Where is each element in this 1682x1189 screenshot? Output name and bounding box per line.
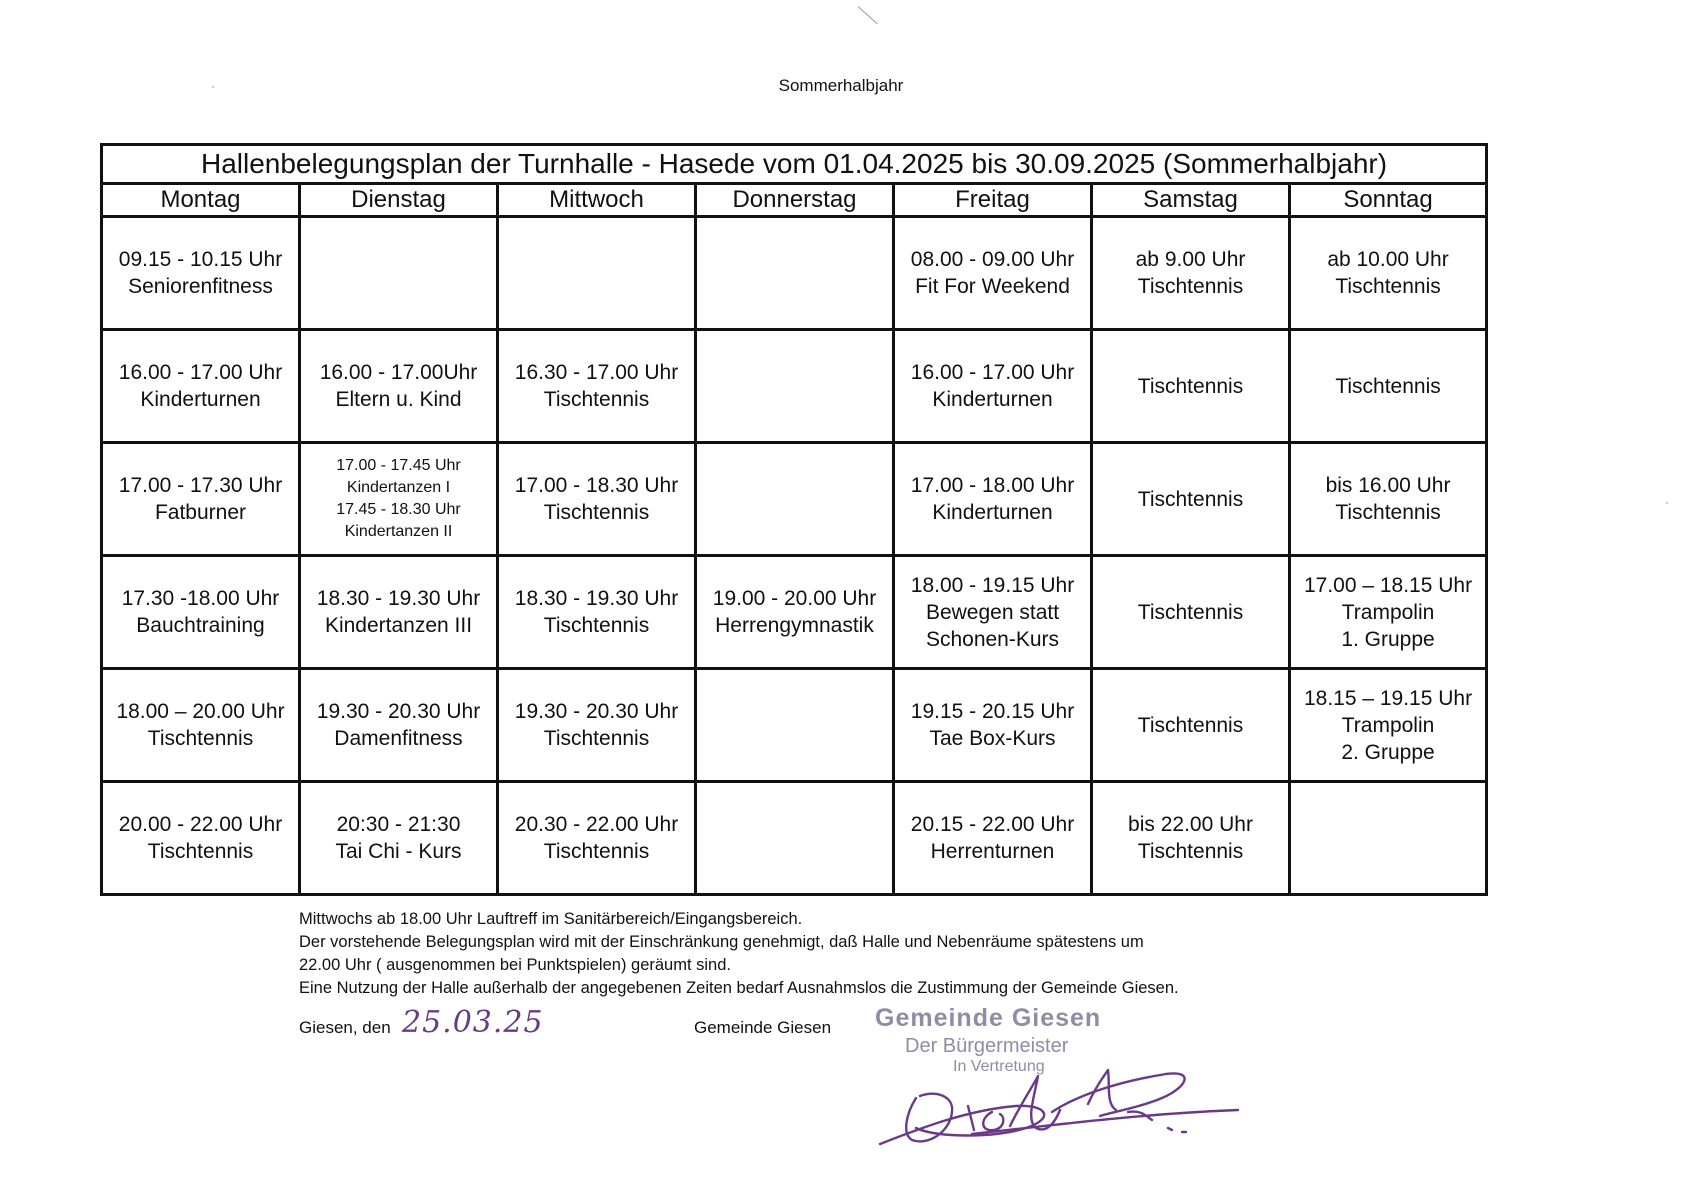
schedule-row [102,330,1487,443]
slot-time: 1. Gruppe [1341,627,1435,651]
slot-time: 08.00 - 09.00 Uhr [910,248,1075,271]
schedule-row [102,669,1487,782]
slot-time: 20.30 - 22.00 Uhr [514,813,679,836]
signature [876,1040,1256,1150]
schedule-cell [1290,556,1487,669]
slot-time: 17.00 - 17.45 Uhr [336,457,461,474]
schedule-cell [1290,443,1487,556]
slot-time: 17.00 - 17.30 Uhr [118,474,283,497]
stamp-line-1: Gemeinde Giesen [875,1004,1102,1032]
slot-time: 17.00 - 18.30 Uhr [514,474,679,497]
note-line: Der vorstehende Belegungsplan wird mit der Einschränkung genehmigt, daß Halle und Nebenräume spätestens um [299,933,1144,951]
slot-activity: Tischtennis [543,614,650,637]
authority-label: Gemeinde Giesen [694,1018,832,1037]
place-label: Giesen, den [299,1018,391,1037]
schedule-cell [1092,669,1290,782]
slot-activity: Tischtennis [1137,275,1244,298]
schedule-cell-empty [696,443,894,556]
slot-activity: Bewegen statt [925,600,1060,624]
slot-time: 17.45 - 18.30 Uhr [336,501,461,518]
slot-activity: Tischtennis [543,727,650,750]
schedule-cell [894,217,1092,330]
schedule-cell [1092,443,1290,556]
slot-time: 16.00 - 17.00Uhr [319,361,478,384]
slot-time: ab 9.00 Uhr [1135,248,1246,271]
slot-time: 19.30 - 20.30 Uhr [514,700,679,723]
slot-activity: Kindertanzen II [344,523,453,540]
slot-activity: Trampolin [1341,600,1435,624]
schedule-cell-empty [696,330,894,443]
slot-activity: Tischtennis [1335,501,1441,524]
slot-time: 09.15 - 10.15 Uhr [118,248,283,271]
slot-activity: Fatburner [154,501,247,524]
schedule-cell [1092,782,1290,895]
schedule-cell [1092,217,1290,330]
slot-activity: Kindertanzen I [346,479,451,496]
schedule-cell-empty [498,217,696,330]
header-caption: Sommerhalbjahr [778,76,904,95]
day-header-donnerstag: Donnerstag [696,184,894,217]
slot-time: bis 16.00 Uhr [1325,474,1451,497]
slot-time: bis 22.00 Uhr [1128,813,1253,836]
slot-time: 2. Gruppe [1341,740,1435,764]
schedule-cell [1290,669,1487,782]
slot-time: 18.30 - 19.30 Uhr [316,587,481,610]
slot-time: 19.15 - 20.15 Uhr [910,700,1075,723]
slot-activity: Schonen-Kurs [925,627,1060,651]
schedule-row [102,217,1487,330]
schedule-cell [894,443,1092,556]
slot-activity: Herrengymnastik [715,614,874,637]
slot-time: ab 10.00 Uhr [1327,248,1449,271]
schedule-cell [894,669,1092,782]
schedule-cell [498,782,696,895]
schedule-cell-empty [300,217,498,330]
schedule-cell-empty [696,669,894,782]
schedule-cell [498,556,696,669]
schedule-cell [102,443,300,556]
slot-activity: Tischtennis [147,840,254,863]
slot-time: 16.30 - 17.00 Uhr [514,361,679,384]
slot-activity: Tae Box-Kurs [929,727,1056,750]
notes [299,908,1179,1000]
slot-activity: Trampolin [1341,713,1435,737]
handwritten-date: 25.03.25 [402,1005,544,1040]
slot-time: 17.00 – 18.15 Uhr [1303,573,1473,597]
slot-activity: Tischtennis [1137,600,1244,624]
schedule-cell [102,669,300,782]
day-header-montag: Montag [102,184,300,217]
schedule-cell [300,556,498,669]
schedule-table [100,143,1488,896]
slot-activity: Kinderturnen [140,388,261,411]
schedule-cell [102,217,300,330]
schedule-cell [1290,217,1487,330]
note-line: Eine Nutzung der Halle außerhalb der angegebenen Zeiten bedarf Ausnahmslos die Zustimmung der Gemeinde Giesen. [299,979,1179,997]
schedule-cell [894,782,1092,895]
slot-time: 17.00 - 18.00 Uhr [910,474,1075,497]
schedule-cell [102,782,300,895]
schedule-cell [1092,556,1290,669]
scan-speck [1666,502,1668,504]
schedule-cell-empty [696,217,894,330]
day-header-sonntag: Sonntag [1290,184,1487,217]
note-line: 22.00 Uhr ( ausgenommen bei Punktspielen) geräumt sind. [299,956,731,974]
slot-activity: Herrenturnen [930,840,1055,863]
schedule-cell [498,443,696,556]
slot-time: 20.00 - 22.00 Uhr [118,813,283,836]
schedule-cell [102,556,300,669]
schedule-row [102,443,1487,556]
slot-time: 20.15 - 22.00 Uhr [910,813,1075,836]
slot-activity: Tischtennis [147,727,254,750]
slot-time: 20:30 - 21:30 [336,813,461,836]
slot-time: 19.00 - 20.00 Uhr [712,587,877,610]
slot-time: 17.30 -18.00 Uhr [121,587,280,610]
day-header-dienstag: Dienstag [300,184,498,217]
slot-activity: Eltern u. Kind [335,388,462,411]
slot-activity: Tischtennis [1137,713,1244,737]
slot-time: 16.00 - 17.00 Uhr [910,361,1075,384]
slot-activity: Fit For Weekend [915,275,1070,298]
schedule-cell [696,556,894,669]
slot-activity: Tai Chi - Kurs [335,840,462,863]
day-header-row [102,184,1487,217]
stamp-line-3: In Vertretung [953,1058,1045,1075]
slot-activity: Bauchtraining [136,614,265,637]
slot-activity: Damenfitness [334,727,463,750]
slot-time: 18.15 – 19.15 Uhr [1303,686,1473,710]
schedule-cell [300,443,498,556]
schedule-cell-empty [696,782,894,895]
slot-activity: Tischtennis [1335,374,1441,398]
slot-time: 19.30 - 20.30 Uhr [316,700,481,723]
schedule-row [102,782,1487,895]
schedule-row [102,556,1487,669]
schedule-cell [300,782,498,895]
schedule-cell [498,669,696,782]
scan-mark [858,6,878,24]
slot-activity: Kinderturnen [932,501,1053,524]
stamp-line-2: Der Bürgermeister [905,1035,1069,1057]
schedule-cell [894,556,1092,669]
title-row [102,145,1487,184]
schedule-cell [1290,330,1487,443]
schedule-body [102,217,1487,895]
slot-activity: Tischtennis [543,388,650,411]
slot-activity: Kindertanzen III [324,614,473,637]
slot-activity: Tischtennis [1335,275,1441,298]
slot-time: 16.00 - 17.00 Uhr [118,361,283,384]
slot-activity: Tischtennis [1137,374,1244,398]
slot-time: 18.30 - 19.30 Uhr [514,587,679,610]
day-header-samstag: Samstag [1092,184,1290,217]
note-line: Mittwochs ab 18.00 Uhr Lauftreff im Sanitärbereich/Eingangsbereich. [299,910,803,928]
schedule-cell [1092,330,1290,443]
slot-activity: Tischtennis [543,840,650,863]
plan-title: Hallenbelegungsplan der Turnhalle - Hasede vom 01.04.2025 bis 30.09.2025 (Sommerhalbjahr) [102,145,1487,184]
slot-activity: Tischtennis [1137,840,1244,863]
day-header-mittwoch: Mittwoch [498,184,696,217]
schedule-cell [102,330,300,443]
day-header-freitag: Freitag [894,184,1092,217]
schedule-cell-empty [1290,782,1487,895]
slot-time: 18.00 – 20.00 Uhr [116,700,285,723]
slot-activity: Kinderturnen [932,388,1053,411]
slot-activity: Tischtennis [543,501,650,524]
slot-activity: Tischtennis [1137,487,1244,511]
schedule-cell [300,669,498,782]
schedule-cell [300,330,498,443]
slot-activity: Seniorenfitness [128,275,273,298]
slot-time: 18.00 - 19.15 Uhr [910,573,1075,597]
schedule-cell [498,330,696,443]
schedule-cell [894,330,1092,443]
